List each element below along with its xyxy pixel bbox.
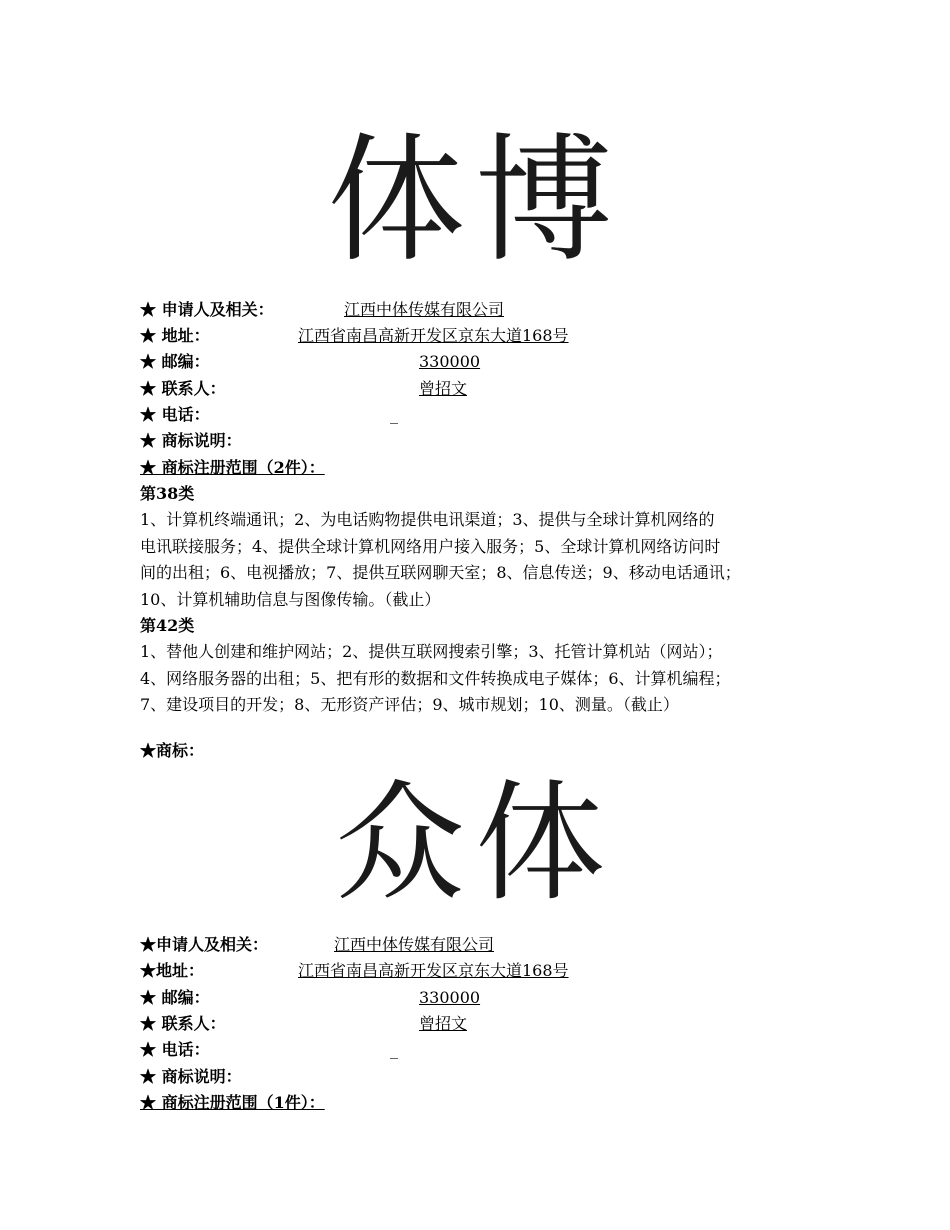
- class-42-title: 第42类: [140, 616, 195, 635]
- phone-label-2: ★ 电话：: [140, 1040, 210, 1059]
- trademark-image-zhongti: 众体: [334, 767, 615, 919]
- trademark-label: ★商标：: [140, 741, 205, 760]
- goods-line: 1、计算机终端通讯；2、为电话购物提供电讯渠道；3、提供与全球计算机网络的: [140, 510, 715, 529]
- description-label-2: ★ 商标说明：: [140, 1067, 242, 1086]
- class-38-title: 第38类: [140, 484, 195, 503]
- contact-label-2: ★ 联系人：: [140, 1014, 226, 1033]
- postcode-value: 330000: [419, 352, 481, 371]
- applicant-label-2: ★申请人及相关：: [140, 935, 269, 954]
- goods-line: 电讯联接服务；4、提供全球计算机网络用户接入服务；5、全球计算机网络访问时: [140, 536, 721, 556]
- phone-label: ★ 电话：: [140, 405, 210, 424]
- trademark-image-tibo: 体博: [326, 120, 623, 281]
- postcode-label-2: ★ 邮编：: [140, 988, 210, 1007]
- address-label-2: ★地址：: [140, 961, 205, 980]
- description-label: ★ 商标说明：: [140, 431, 242, 450]
- phone-value: _: [390, 405, 398, 424]
- postcode-label: ★ 邮编：: [140, 352, 210, 371]
- scope-label: ★ 商标注册范围（2件）：: [140, 458, 325, 477]
- address-value-2: 江西省南昌高新开发区京东大道168号: [298, 961, 569, 980]
- goods-line: 7、建设项目的开发；8、无形资产评估；9、城市规划；10、测量。（截止）: [140, 695, 679, 714]
- phone-value-2: _: [390, 1040, 398, 1059]
- class-38-goods: [140, 507, 830, 613]
- goods-line: 1、替他人创建和维护网站；2、提供互联网搜索引擎；3、托管计算机站（网站）；: [140, 642, 723, 661]
- scope-label-2: ★ 商标注册范围（1件）：: [140, 1093, 325, 1112]
- address-value: 江西省南昌高新开发区京东大道168号: [298, 326, 569, 345]
- applicant-value: 江西中体传媒有限公司: [344, 300, 505, 319]
- goods-line: 4、网络服务器的出租；5、把有形的数据和文件转换成电子媒体；6、计算机编程；: [140, 668, 731, 688]
- address-label: ★ 地址：: [140, 326, 210, 345]
- contact-label: ★ 联系人：: [140, 379, 226, 398]
- goods-line: 间的出租；6、电视播放；7、提供互联网聊天室；8、信息传送；9、移动电话通讯；: [140, 563, 741, 582]
- class-42-goods: [140, 639, 830, 719]
- contact-value-2: 曾招文: [419, 1014, 468, 1033]
- applicant-label: ★ 申请人及相关：: [140, 300, 274, 319]
- applicant-value-2: 江西中体传媒有限公司: [334, 935, 495, 954]
- contact-value: 曾招文: [419, 379, 468, 398]
- postcode-value-2: 330000: [419, 988, 481, 1007]
- goods-line: 10、计算机辅助信息与图像传输。（截止）: [140, 589, 441, 609]
